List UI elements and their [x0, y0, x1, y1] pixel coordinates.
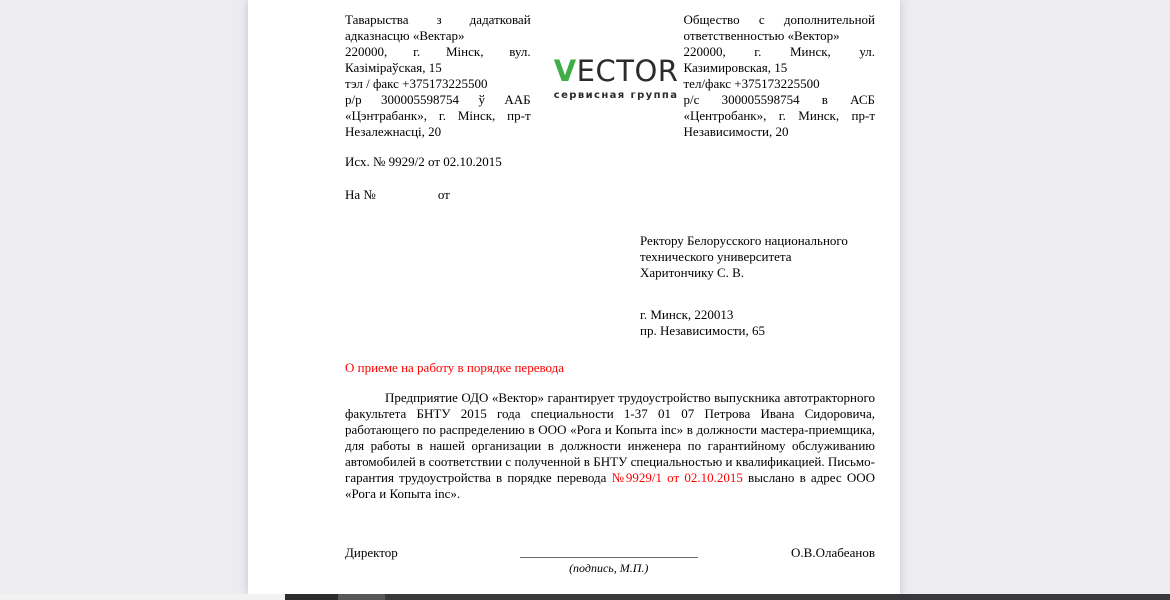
vector-logo — [549, 12, 684, 140]
addressee-recipient: Ректору Белорусского национального технического университета — [640, 233, 848, 264]
vector-logo-rest: ECTOR — [576, 54, 679, 88]
signature-caption: (подпись, М.П.) — [569, 561, 649, 575]
letterhead-russian-column — [684, 12, 876, 140]
letterhead-line: Таварыства з дадатковай адказнасцю «Вектар» — [345, 12, 531, 43]
addressee-name: Харитончику С. В. — [640, 265, 745, 280]
bottom-bar — [0, 594, 1170, 600]
outgoing-reference-number: Исх. № 9929/2 от 02.10.2015 — [345, 154, 502, 169]
letterhead-line: р/с 300005598754 в АСБ «Центробанк», г. Минск, пр-т Независимости, 20 — [683, 92, 876, 139]
letterhead-belarusian-column — [345, 12, 531, 140]
vector-logo-v-icon: V — [553, 54, 577, 88]
horizontal-scrollbar-thumb[interactable] — [338, 594, 385, 600]
letterhead-line: тел/факс +375173225500 — [683, 76, 820, 91]
vector-logo-wordmark — [554, 56, 679, 86]
addressee-block — [640, 233, 875, 339]
signature-line — [520, 545, 698, 558]
letterhead-line: 220000, г. Минск, ул. Казимировская, 15 — [683, 44, 876, 75]
letterhead-line: Общество с дополнительной ответственностью «Вектор» — [683, 12, 876, 43]
signer-position: Директор — [345, 545, 398, 560]
addressee-city: г. Минск, 220013 — [640, 307, 734, 322]
document-page — [248, 0, 900, 595]
body-paragraph — [345, 390, 875, 502]
horizontal-scrollbar-track-start[interactable] — [285, 594, 338, 600]
reply-date-label: от — [437, 187, 450, 202]
reply-number-label: На № — [345, 187, 376, 202]
incoming-reference-line — [345, 187, 875, 203]
guarantee-letter-reference: №9929/1 от 02.10.2015 — [611, 470, 743, 485]
addressee-street: пр. Независимости, 65 — [640, 323, 765, 338]
letterhead-line: р/р 300005598754 ў ААБ «Цэнтрабанк», г. Мінск, пр-т Незалежнасці, 20 — [345, 92, 531, 139]
subject-line: О приеме на работу в порядке перевода — [345, 360, 565, 375]
body-text-before: Предприятие ОДО «Вектор» гарантирует трудоустройство выпускника автотракторного факультета БНТУ 2015 года специальности 1-37 01 07 Петрова Ивана Сидоровича, работающего по распределению в ООО «Рога и Копыта inc» в должности мастера-приемщика, для работы в нашей организации в должности инженера по гарантийному обслуживанию автомобилей в соответствии с полученной в БНТУ специальностью и квалификацией. Письмо-гарантия трудоустройства в порядке перевода — [345, 390, 875, 485]
vector-logo-subtitle: сервисная группа — [553, 90, 679, 101]
scrollbar-corner — [0, 594, 285, 600]
letterhead-line: 220000, г. Мінск, вул. Казіміраўская, 15 — [345, 44, 531, 75]
signature-area — [520, 545, 698, 576]
signature-block — [345, 545, 875, 576]
body-text-after: выслано в адрес ООО «Рога и Копыта inc». — [345, 470, 875, 501]
letterhead — [345, 12, 875, 140]
letterhead-line: тэл / факс +375173225500 — [345, 76, 488, 91]
signer-name: О.В.Олабеанов — [791, 545, 875, 560]
horizontal-scrollbar-track[interactable] — [385, 594, 1170, 600]
